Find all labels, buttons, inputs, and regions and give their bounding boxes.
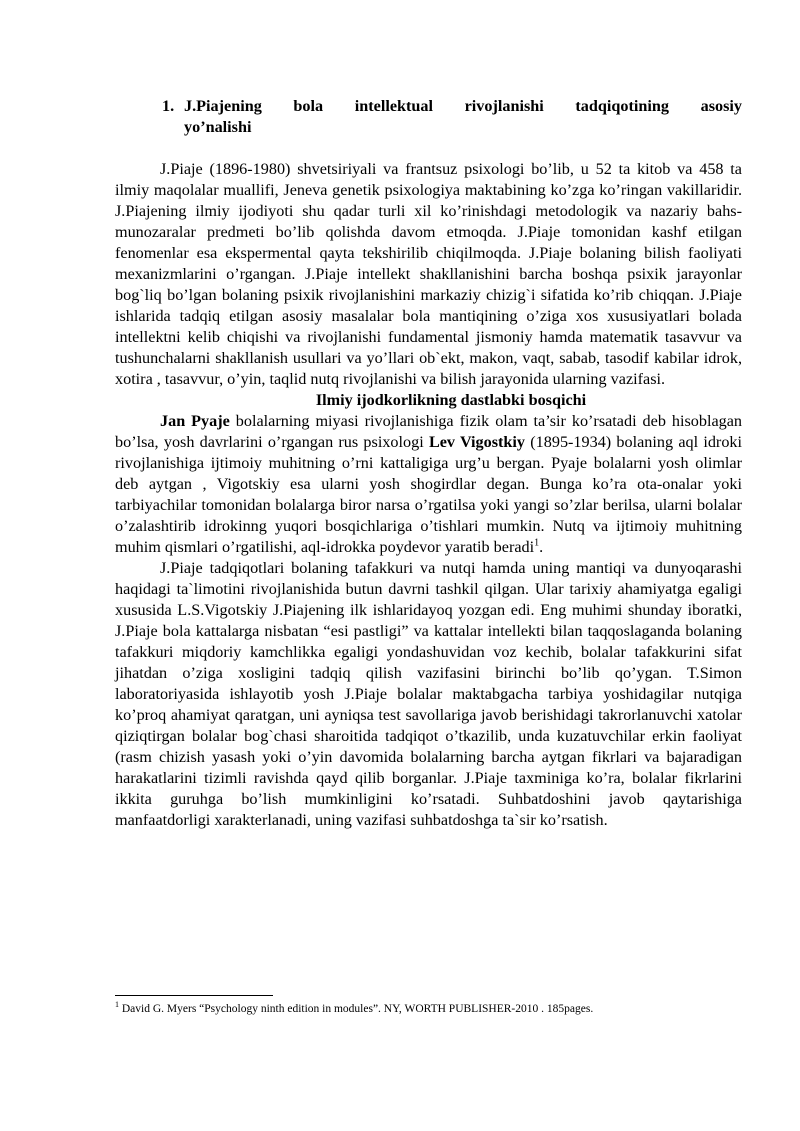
paragraph-3: J.Piaje tadqiqotlari bolaning tafakkuri va nutqi hamda uning mantiqi va dunyoqarashi haqidagi ta`limotini rivojlanishida butun davrni tashkil qilgan. Ular tarixiy ahamiyatga egaligi xususida L.S.Vigotskiy J.Piajening ilk ishlaridayoq yozgan edi. Eng muhimi shunday iboratki, J.Piaje bola kattalarga nisbatan “esi pastligi” va kattalar intellekti bilan taqqoslaganda bolaning tafakkuri miqdoriy kamchlikka egaligi yondashuvidan voz kechib, bolalar tafakkurini sifat jihatdan o’ziga xosligini tadqiq qilish vazifasini birinchi bo’lib qo’ygan. T.Simon laboratoriyasida ishlayotib yosh J.Piaje bolalar maktabgacha tarbiya yoshidagilar nutqiga ko’proq ahamiyat qaratgan, uni ayniqsa test savollariga javob berishidagi takrorlanuvchi xatolar qiziqtirgan bolalar bog`chasi sharoitida tadqiqot o’tkazilib, unda kuzatuvchilar erkin faoliyat (rasm chizish yasash yoki o’yin davomida bolalarning barcha aytgan fikrlari va bajaradigan harakatlarini tizimli ravishda qayd qilib borganlar. J.Piaje taxminiga ko’ra, bolalar fikrlarini ikkita guruhga bo’lish mumkinligini ko’rsatadi. Suhbatdoshini javob qaytarishiga manfaatdorligi xarakterlanadi, uning vazifasi suhbatdoshga ta`sir ko’rsatish. bbox=[115, 559, 742, 829]
subsection-title: Ilmiy ijodkorlikning dastlabki bosqichi bbox=[315, 391, 587, 409]
heading-text bbox=[184, 96, 742, 138]
paragraph-2 bbox=[115, 411, 742, 558]
paragraph-2-part-1: bolalarning miyasi rivojlanishiga fizik olam ta’sir ko’rsatadi deb hisoblagan bo’lsa, yosh davrlarini o’rgangan rus psixologi bbox=[115, 412, 743, 451]
footnote bbox=[115, 1002, 755, 1017]
heading-line-2: yo’nalishi bbox=[184, 118, 252, 136]
footnote-reference[interactable]: 1 bbox=[534, 537, 540, 549]
document-body bbox=[115, 96, 742, 831]
heading-line-1: J.Piajening bola intellektual rivojlanishi tadqiqotining asosiy bbox=[184, 97, 742, 115]
paragraph-1: J.Piaje (1896-1980) shvetsiriyali va frantsuz psixologi bo’lib, u 52 ta kitob va 458 ta ilmiy maqolalar muallifi, Jeneva genetik psixologiya maktabining ko’zga ko’ringan vakillaridir. J.Piajening ilmiy ijodiyoti shu qadar turli xil ko’rinishdagi metodologik va nazariy bahs-munozaralar predmeti bo’lib qolishda davom etmoqda. J.Piaje tomonidan kashf etilgan fenomenlar esa ekspermental qayta tekshirilib chiqilmoqda. J.Piaje bolaning bilish faoliyati mexanizmlarini o’rgangan. J.Piaje intellekt shakllanishini barcha boshqa psixik jarayonlar bog`liq bo’lgan bolaning psixik rivojlanishini markaziy chizig`i sifatida ko’rib chiqqan. J.Piaje ishlarida tadqiq etilgan asosiy masalalar bola mantiqining o’ziga xos xususiyatlari bolada intellektni kelib chiqishi va rivojlanishi fundamental jismoniy hamda matematik tasavvur va tushunchalarni shakllanish usullari va yo’llari ob`ekt, makon, vaqt, sabab, tasodif kabilar idrok, xotira , tasavvur, o’yin, taqlid nutq rivojlanishi va bilish jarayonida ularning vazifasi. bbox=[115, 160, 742, 388]
spacer bbox=[115, 138, 742, 159]
paragraph-2-part-2: (1895-1934) bolaning aql idroki rivojlanishiga ijtimoiy muhitning o’rni kattaligiga urg’u bergan. Pyaje bolalarni yosh olimlar deb aytgan , Vigotskiy esa ularni yosh shogirdlar degan. Bunga ko’ra ota-onalar yoki tarbiyachilar tomonidan bolalarga biror narsa o’rgatilsa yoki yangi so’zlar berilsa, ularni bolalar o’zalashtirib idrokinng yuqori bosqichlariga o’tishlari mumkin. Nutq va ijtimoiy muhitning muhim qismlari o’rgatilishi, aql-idrokka poydevor yaratib beradi bbox=[115, 433, 743, 556]
footnote-mark: 1 bbox=[115, 1000, 119, 1010]
footnote-text: David G. Myers “Psychology ninth edition in modules”. NY, WORTH PUBLISHER-2010 . 185pages. bbox=[119, 1003, 594, 1015]
paragraph-2-end: . bbox=[539, 538, 544, 556]
name-lev-vigostkiy: Lev Vigostkiy bbox=[428, 433, 526, 451]
footnote-separator bbox=[115, 995, 273, 996]
section-heading bbox=[162, 96, 742, 138]
name-jan-pyaje: Jan Pyaje bbox=[160, 412, 230, 430]
heading-number: 1. bbox=[162, 97, 175, 115]
